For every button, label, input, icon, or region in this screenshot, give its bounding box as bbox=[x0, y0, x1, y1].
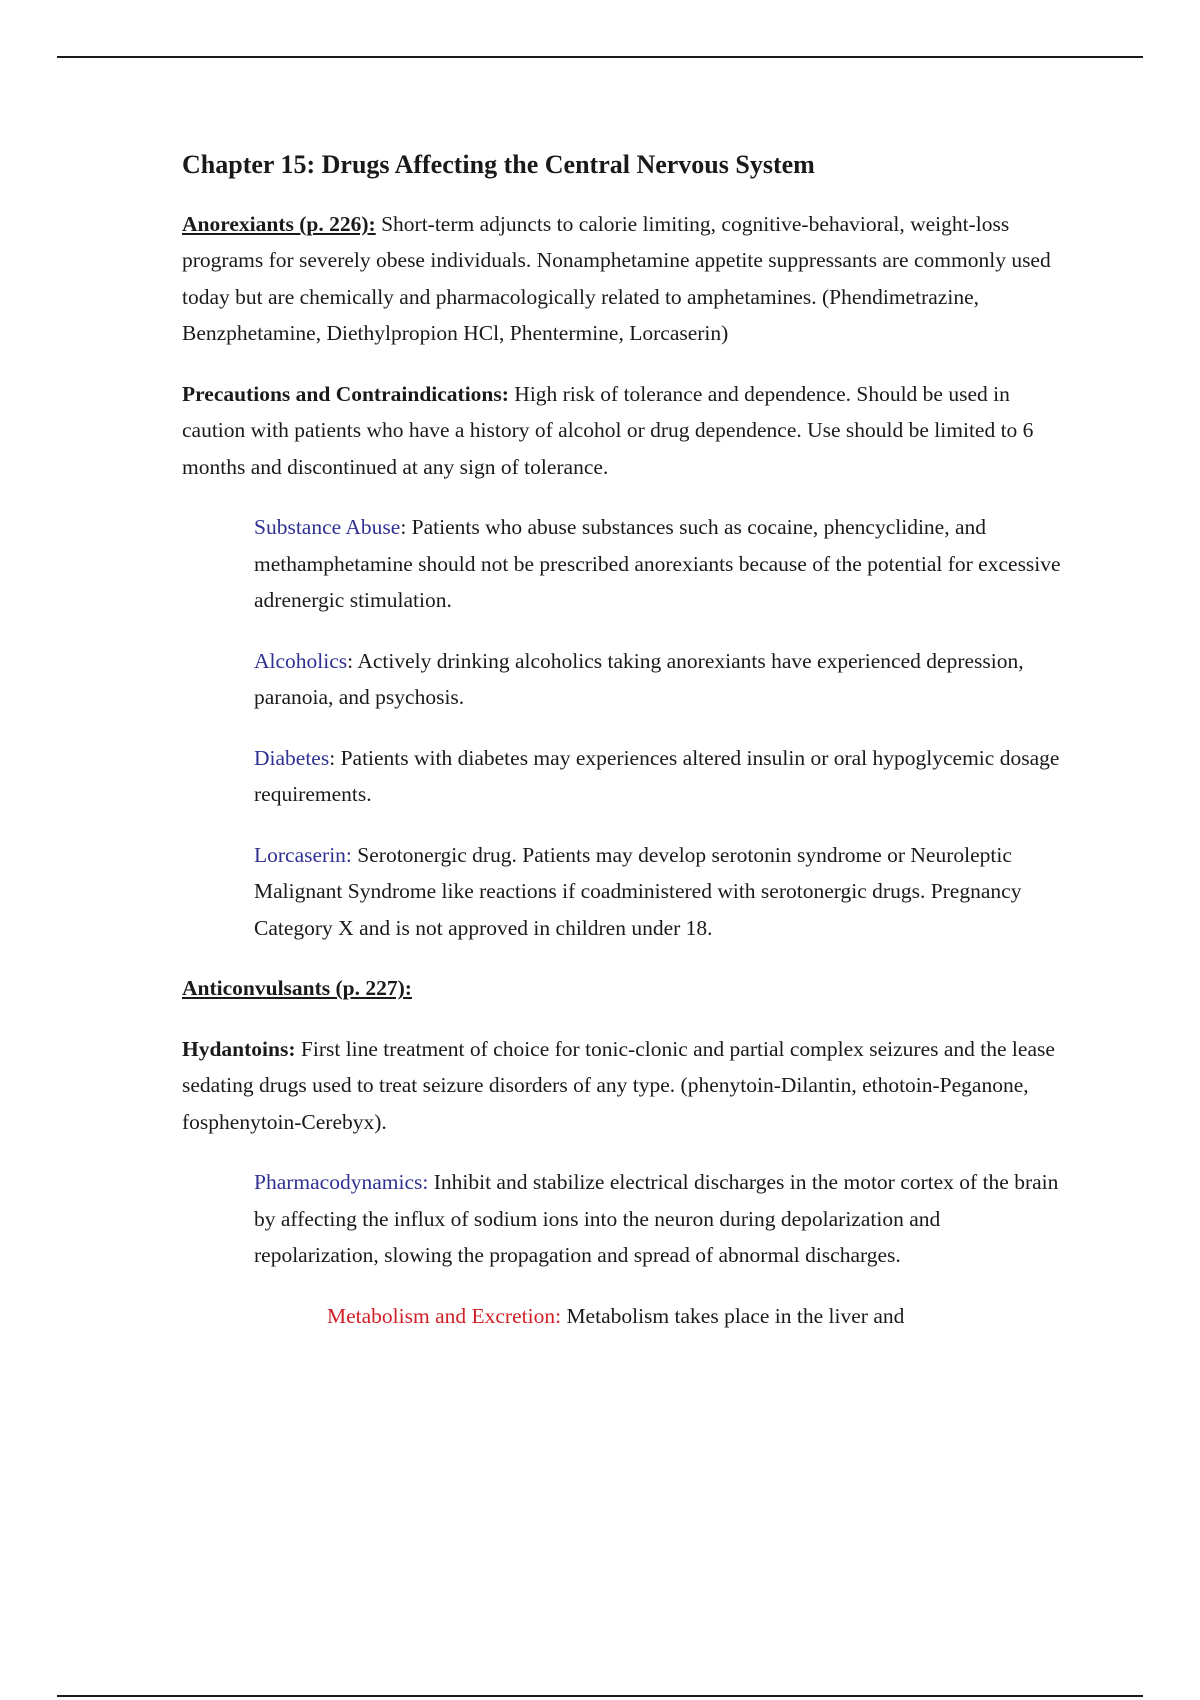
diabetes-heading: Diabetes bbox=[254, 745, 330, 770]
precautions-paragraph bbox=[182, 376, 1062, 486]
alcoholics-text: : Actively drinking alcoholics taking anorexiants have experienced depression, paranoia, and psychosis. bbox=[254, 648, 1024, 710]
anticonvulsants-paragraph bbox=[182, 970, 1062, 1007]
chapter-title: Chapter 15: Drugs Affecting the Central Nervous System bbox=[182, 150, 815, 179]
top-page-rule bbox=[57, 56, 1143, 58]
anorexiants-heading: Anorexiants (p. 226): bbox=[182, 211, 376, 236]
pharmacodynamics-paragraph bbox=[254, 1164, 1062, 1274]
diabetes-text: : Patients with diabetes may experiences altered insulin or oral hypoglycemic dosage requirements. bbox=[254, 745, 1060, 807]
hydantoins-heading: Hydantoins: bbox=[182, 1036, 296, 1061]
alcoholics-paragraph bbox=[254, 643, 1062, 716]
anorexiants-paragraph bbox=[182, 206, 1062, 352]
substance-abuse-heading: Substance Abuse bbox=[254, 515, 401, 540]
metabolism-text: Metabolism takes place in the liver and bbox=[561, 1303, 905, 1328]
precautions-text: High risk of tolerance and dependence. Should be used in caution with patients who have a history of alcohol or drug dependence. Use should be limited to 6 months and discontinued at any sign of tolerance. bbox=[182, 381, 1034, 479]
pharmacodynamics-heading: Pharmacodynamics: bbox=[254, 1170, 429, 1195]
document-body bbox=[182, 148, 1062, 1358]
bottom-page-rule bbox=[57, 1695, 1143, 1697]
hydantoins-text: First line treatment of choice for tonic-clonic and partial complex seizures and the lease sedating drugs used to treat seizure disorders of any type. (phenytoin-Dilantin, ethotoin-Peganone, fosphenytoin-Cerebyx). bbox=[182, 1036, 1055, 1134]
substance-abuse-paragraph bbox=[254, 509, 1062, 619]
metabolism-paragraph bbox=[327, 1298, 1062, 1335]
hydantoins-paragraph bbox=[182, 1031, 1062, 1141]
alcoholics-heading: Alcoholics bbox=[254, 648, 348, 673]
lorcaserin-paragraph bbox=[254, 837, 1062, 947]
anticonvulsants-heading: Anticonvulsants (p. 227): bbox=[182, 976, 412, 1001]
lorcaserin-heading: Lorcaserin: bbox=[254, 842, 352, 867]
metabolism-heading: Metabolism and Excretion: bbox=[327, 1303, 562, 1328]
precautions-heading: Precautions and Contraindications: bbox=[182, 381, 509, 406]
pharmacodynamics-text: Inhibit and stabilize electrical discharges in the motor cortex of the brain by affecting the influx of sodium ions into the neuron during depolarization and repolarization, slowing the propagation and spread of abnormal discharges. bbox=[254, 1170, 1059, 1268]
lorcaserin-text: Serotonergic drug. Patients may develop serotonin syndrome or Neuroleptic Malignant Syndrome like reactions if coadministered with serotonergic drugs. Pregnancy Category X and is not approved in children under 18. bbox=[254, 842, 1022, 940]
diabetes-paragraph bbox=[254, 740, 1062, 813]
substance-abuse-text: : Patients who abuse substances such as cocaine, phencyclidine, and methamphetamine should not be prescribed anorexiants because of the potential for excessive adrenergic stimulation. bbox=[254, 515, 1061, 613]
anorexiants-text: Short-term adjuncts to calorie limiting, cognitive-behavioral, weight-loss programs for severely obese individuals. Nonamphetamine appetite suppressants are commonly used today but are chemically and pharmacologically related to amphetamines. (Phendimetrazine, Benzphetamine, Diethylpropion HCl, Phentermine, Lorcaserin) bbox=[182, 211, 1051, 346]
